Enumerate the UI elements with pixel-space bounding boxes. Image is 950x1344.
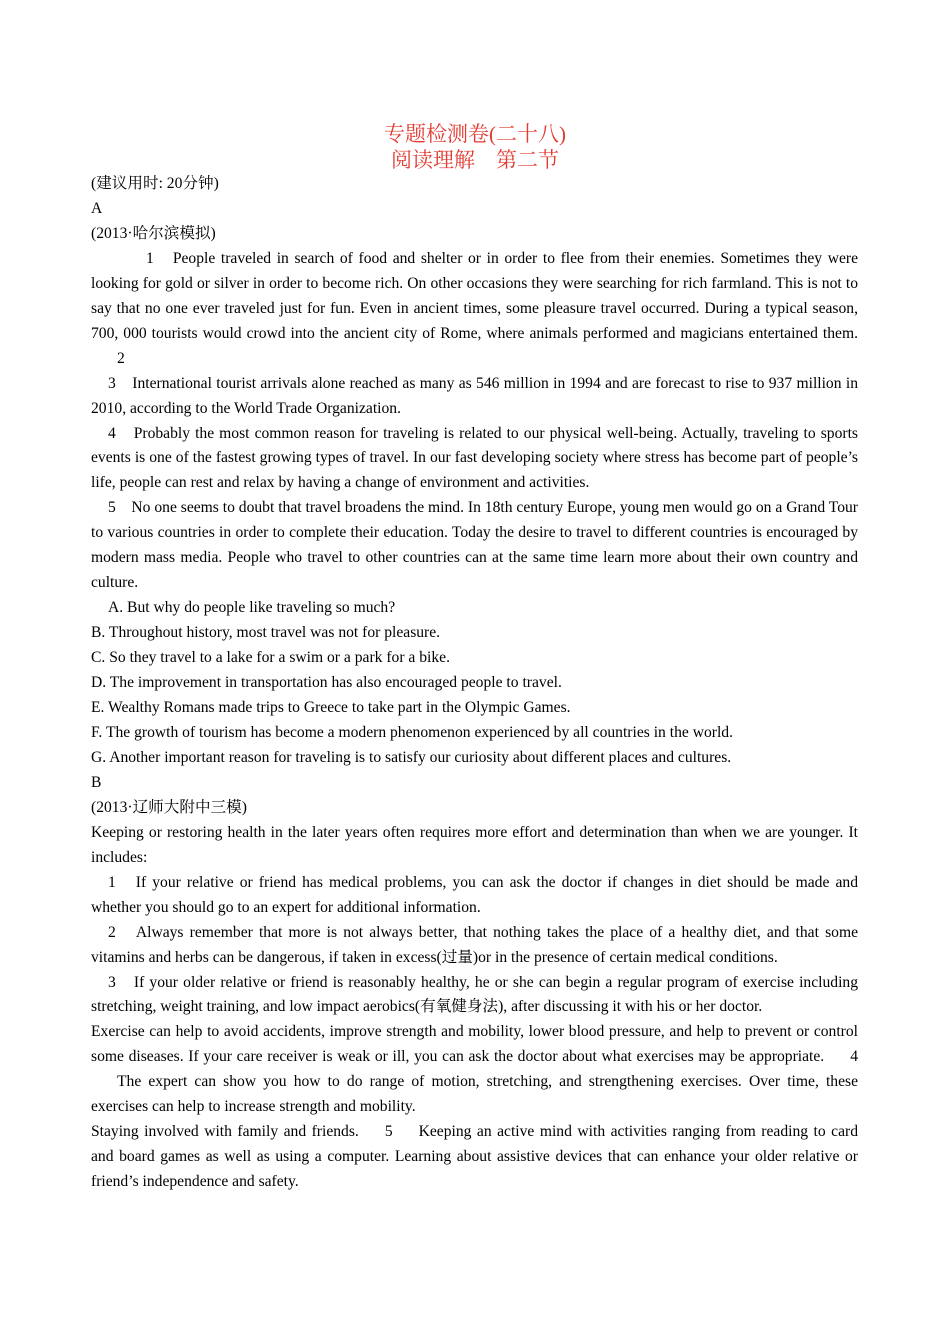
section-b-intro: Keeping or restoring health in the later years often requires more effort and determination than when we are younger. It includes: [91,823,858,866]
time-note: (建议用时: 20分钟) [91,175,219,192]
section-b-paragraph-3: 3 If your older relative or friend is reasonably healthy, he or she can begin a regular program of exercise including stretching, weight training, and low impact aerobics(有氧健身法), after discussing it with his or her doctor. [91,973,858,1016]
section-b-exercise-paragraph [91,1020,858,1120]
section-b-paragraph-1: 1 If your relative or friend has medical problems, you can ask the doctor if changes in diet should be made and whether you should go to an expert for additional information. [91,873,858,916]
paragraph-text: Exercise can help to avoid accidents, improve strength and mobility, lower blood pressure, and help to prevent or control some diseases. If your care receiver is weak or ill, you can ask the doctor about what exercises may be appropriate. [91,1023,858,1066]
paragraph-text: 1 People traveled in search of food and shelter or in order to flee from their enemies. Sometimes they were looking for gold or silver in order to become rich. On other occasions they were searching for rich farmland. This is not to say that no one ever traveled just for fun. Even in ancient times, some pleasure travel occurred. During a typical season, 700, 000 tourists would crowd into the ancient city of Rome, where animals performed and magicians entertained them. [91,249,858,342]
section-b-source: (2013·辽师大附中三模) [91,798,247,816]
section-b-label: B [91,773,102,791]
option-f: F. The growth of tourism has become a modern phenomenon experienced by all countries in the world. [91,723,733,741]
paragraph-text: Staying involved with family and friends. [91,1123,359,1141]
option-e: E. Wealthy Romans made trips to Greece to take part in the Olympic Games. [91,699,571,717]
section-a-source: (2013·哈尔滨模拟) [91,224,216,242]
blank-marker: 2 [117,349,125,367]
section-a-paragraph-3: 3 International tourist arrivals alone reached as many as 546 million in 1994 and are forecast to rise to 937 million in 2010, according to the World Trade Organization. [91,374,858,417]
page-title: 专题检测卷(二十八) [384,122,566,146]
paragraph-text: The expert can show you how to do range of motion, stretching, and strengthening exercises. Over time, these exercises can help to increase strength and mobility. [91,1073,858,1116]
section-a-paragraph-1 [91,247,858,372]
option-c: C. So they travel to a lake for a swim or a park for a bike. [91,649,450,667]
option-b: B. Throughout history, most travel was not for pleasure. [91,624,441,642]
option-a: A. But why do people like traveling so much? [108,599,396,617]
blank-marker: 5 [384,1123,393,1141]
paragraph-text: Keeping an active mind with activities ranging from reading to card and board games as well as using a computer. Learning about assistive devices that can enhance your older relative or friend’s independence and safety. [91,1123,858,1191]
section-a-paragraph-4: 4 Probably the most common reason for traveling is related to our physical well-being. Actually, traveling to sports events is one of the fastest growing types of travel. In our fast developing society where stress has become part of people’s life, people can rest and relax by having a change of environment and activities. [91,424,858,492]
blank-marker: 4 [850,1048,858,1066]
document-body [91,172,858,1195]
section-b-paragraph-2: 2 Always remember that more is not always better, that nothing takes the place of a healthy diet, and that some vitamins and herbs can be dangerous, if taken in excess(过量)or in the presence of certain medical conditions. [91,923,858,966]
section-a-label: A [91,199,103,217]
option-g: G. Another important reason for traveling is to satisfy our curiosity about different places and cultures. [91,748,732,766]
page-subtitle: 阅读理解 第二节 [391,148,559,172]
option-d: D. The improvement in transportation has also encouraged people to travel. [91,674,562,692]
section-a-paragraph-5: 5 No one seems to doubt that travel broadens the mind. In 18th century Europe, young men would go on a Grand Tour to various countries in order to complete their education. Today the desire to travel to different countries is encouraged by modern mass media. People who travel to other countries can at the same time learn more about their own country and culture. [91,499,858,592]
section-b-staying-paragraph [91,1120,858,1195]
